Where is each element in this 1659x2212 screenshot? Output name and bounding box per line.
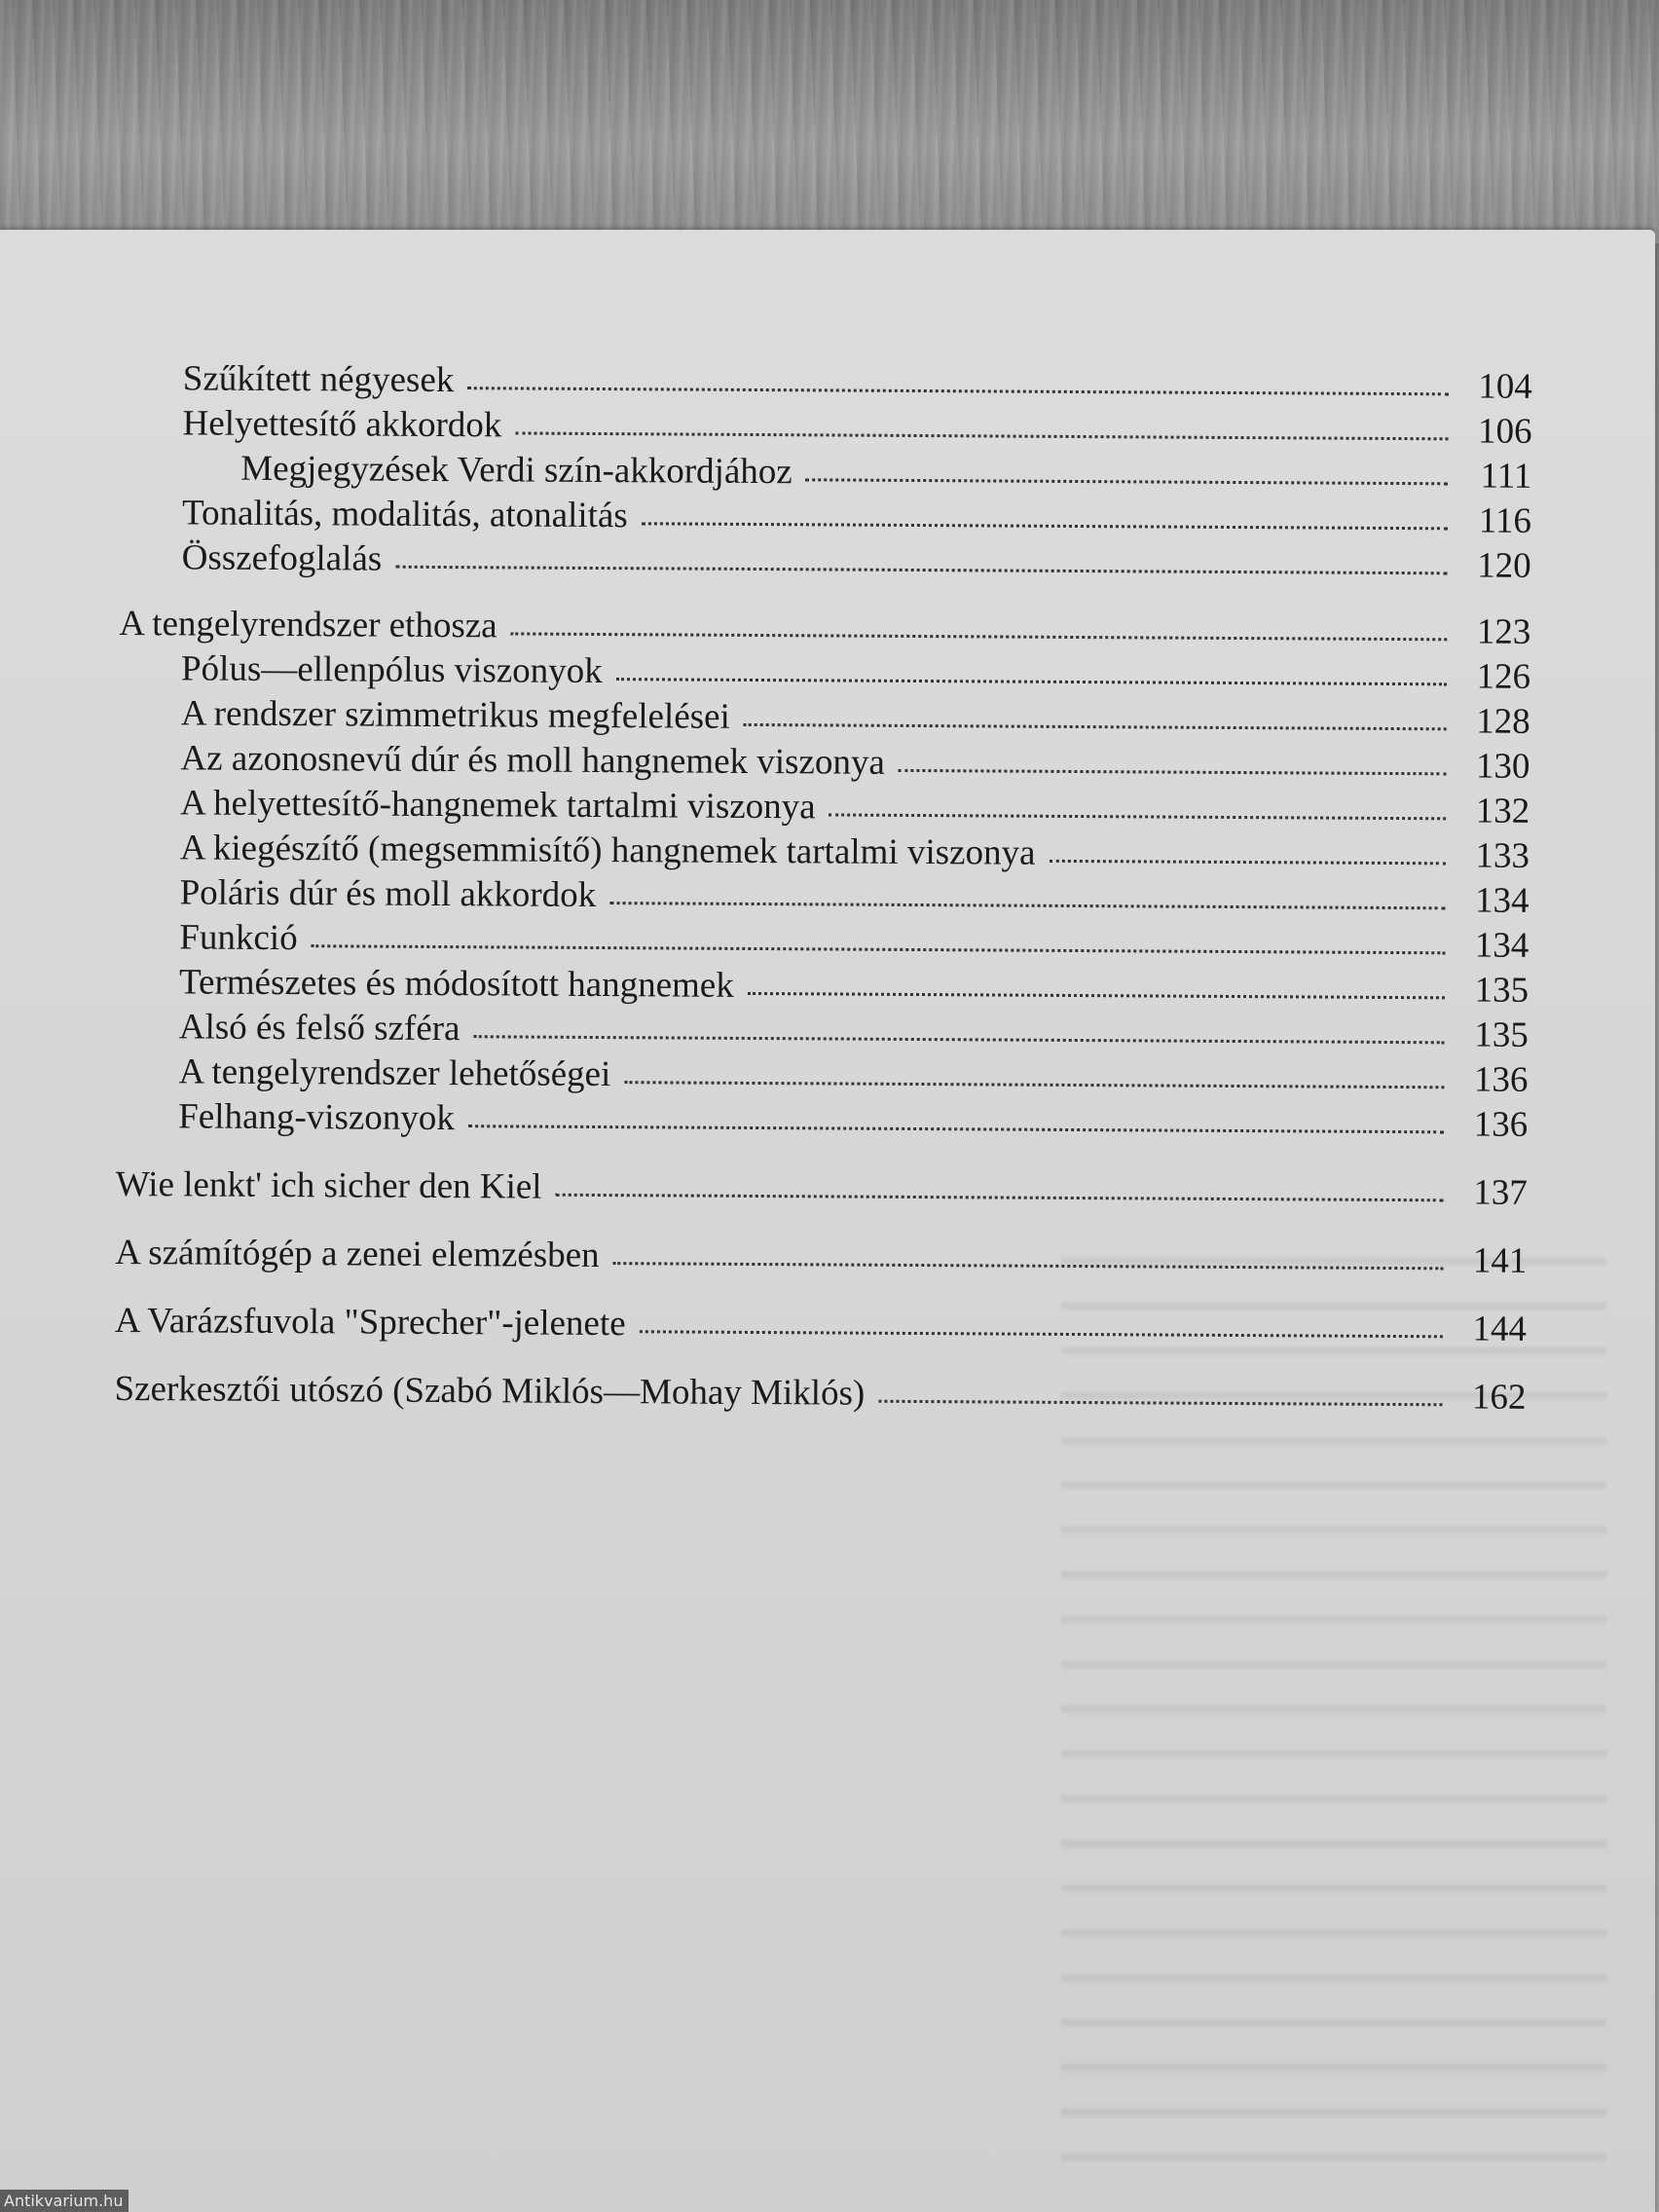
toc-entry-title: A számítógép a zenei elemzésben (115, 1232, 600, 1276)
toc-entry-page-number: 144 (1472, 1309, 1528, 1349)
toc-entry-page-number: 135 (1474, 970, 1530, 1011)
toc-entry-title: Poláris dúr és moll akkordok (179, 872, 597, 915)
toc-entry-title: Megjegyzések Verdi szín-akkordjához (240, 448, 793, 493)
toc-group (120, 356, 1532, 589)
toc-entry-title: Wie lenkt' ich sicher den Kiel (115, 1163, 542, 1207)
toc-entry (115, 1231, 1527, 1284)
toc-entry-title: Alsó és felső szféra (178, 1007, 461, 1050)
toc-entry-page-number: 126 (1476, 656, 1531, 697)
dot-leader (468, 1095, 1445, 1133)
dot-leader (616, 648, 1447, 685)
dot-leader (515, 402, 1448, 440)
dot-leader (555, 1164, 1443, 1202)
toc-entry (114, 1367, 1526, 1420)
dot-leader (806, 449, 1449, 485)
dot-leader (744, 694, 1447, 730)
toc-entry-title: A Varázsfuvola "Sprecher"-jelenete (114, 1300, 626, 1345)
dot-leader (624, 1051, 1444, 1088)
toc-entry (115, 1299, 1527, 1352)
toc-entry-title: A helyettesítő-hangnemek tartalmi viszonya (180, 783, 816, 828)
toc-entry-page-number: 133 (1475, 835, 1530, 876)
toc-entry-title: A rendszer szimmetrikus megfelelései (180, 693, 730, 737)
toc-entry-title: Tonalitás, modalitás, atonalitás (181, 493, 628, 536)
toc-entry-page-number: 141 (1472, 1240, 1528, 1281)
toc-entry-page-number: 123 (1476, 611, 1531, 652)
toc-entry-page-number: 162 (1471, 1377, 1527, 1418)
dot-leader (473, 1006, 1444, 1044)
toc-entry-title: Az azonosnevű dúr és moll hangnemek viszonya (180, 738, 885, 783)
dot-leader (878, 1371, 1442, 1407)
toc-entry-title: Szűkített négyesek (182, 358, 455, 401)
dot-leader (395, 536, 1448, 575)
wood-backdrop (0, 0, 1659, 243)
toc-group (114, 1367, 1526, 1420)
toc-entry-page-number: 120 (1477, 545, 1531, 586)
dot-leader (899, 740, 1447, 775)
dot-leader (748, 963, 1445, 999)
dot-leader (642, 493, 1448, 530)
dot-leader (613, 1233, 1444, 1270)
dot-leader (640, 1301, 1443, 1338)
toc-entry-page-number: 137 (1473, 1172, 1528, 1213)
toc-group (116, 602, 1530, 1148)
toc-group (115, 1231, 1527, 1284)
toc-entry-page-number: 116 (1478, 500, 1532, 541)
toc-entry (120, 535, 1531, 589)
toc-entry (116, 1162, 1528, 1216)
toc-entry-page-number: 134 (1474, 880, 1530, 921)
toc-group (115, 1299, 1527, 1352)
site-watermark: Antikvarium.hu (0, 2190, 129, 2212)
toc-group (116, 1162, 1528, 1216)
toc-entry-page-number: 130 (1475, 746, 1530, 787)
toc-entry-page-number: 135 (1474, 1014, 1529, 1055)
dot-leader (467, 357, 1449, 395)
toc-entry-page-number: 128 (1476, 701, 1530, 742)
dot-leader (830, 784, 1447, 820)
dot-leader (1049, 830, 1446, 865)
book-page (0, 230, 1655, 2212)
toc-entry-page-number: 132 (1475, 791, 1530, 831)
toc-entry-page-number: 106 (1477, 411, 1532, 452)
toc-entry-title: Pólus—ellenpólus viszonyok (180, 648, 603, 692)
dot-leader (609, 872, 1446, 909)
table-of-contents (114, 356, 1532, 1420)
toc-entry-title: Összefoglalás (181, 537, 383, 579)
toc-entry-title: A tengelyrendszer ethosza (119, 603, 498, 646)
dot-leader (312, 915, 1446, 954)
toc-entry-title: Természetes és módosított hangnemek (178, 962, 734, 1006)
toc-entry-title: Szerkesztői utószó (Szabó Miklós—Mohay Miklós) (114, 1368, 866, 1414)
toc-entry-title: Felhang-viszonyok (178, 1096, 455, 1139)
toc-entry-page-number: 111 (1480, 456, 1532, 497)
toc-entry-title: Funkció (179, 917, 298, 959)
toc-entry-title: A tengelyrendszer lehetőségei (178, 1051, 611, 1095)
dot-leader (511, 603, 1448, 641)
toc-entry-page-number: 104 (1478, 366, 1532, 407)
toc-entry-title: Helyettesítő akkordok (182, 403, 502, 446)
toc-entry-page-number: 136 (1473, 1059, 1529, 1100)
toc-entry-page-number: 134 (1474, 925, 1530, 966)
toc-entry (116, 1094, 1528, 1148)
toc-entry-title: A kiegészítő (megsemmisítő) hangnemek tartalmi viszonya (179, 828, 1036, 873)
toc-entry-page-number: 136 (1473, 1104, 1529, 1145)
